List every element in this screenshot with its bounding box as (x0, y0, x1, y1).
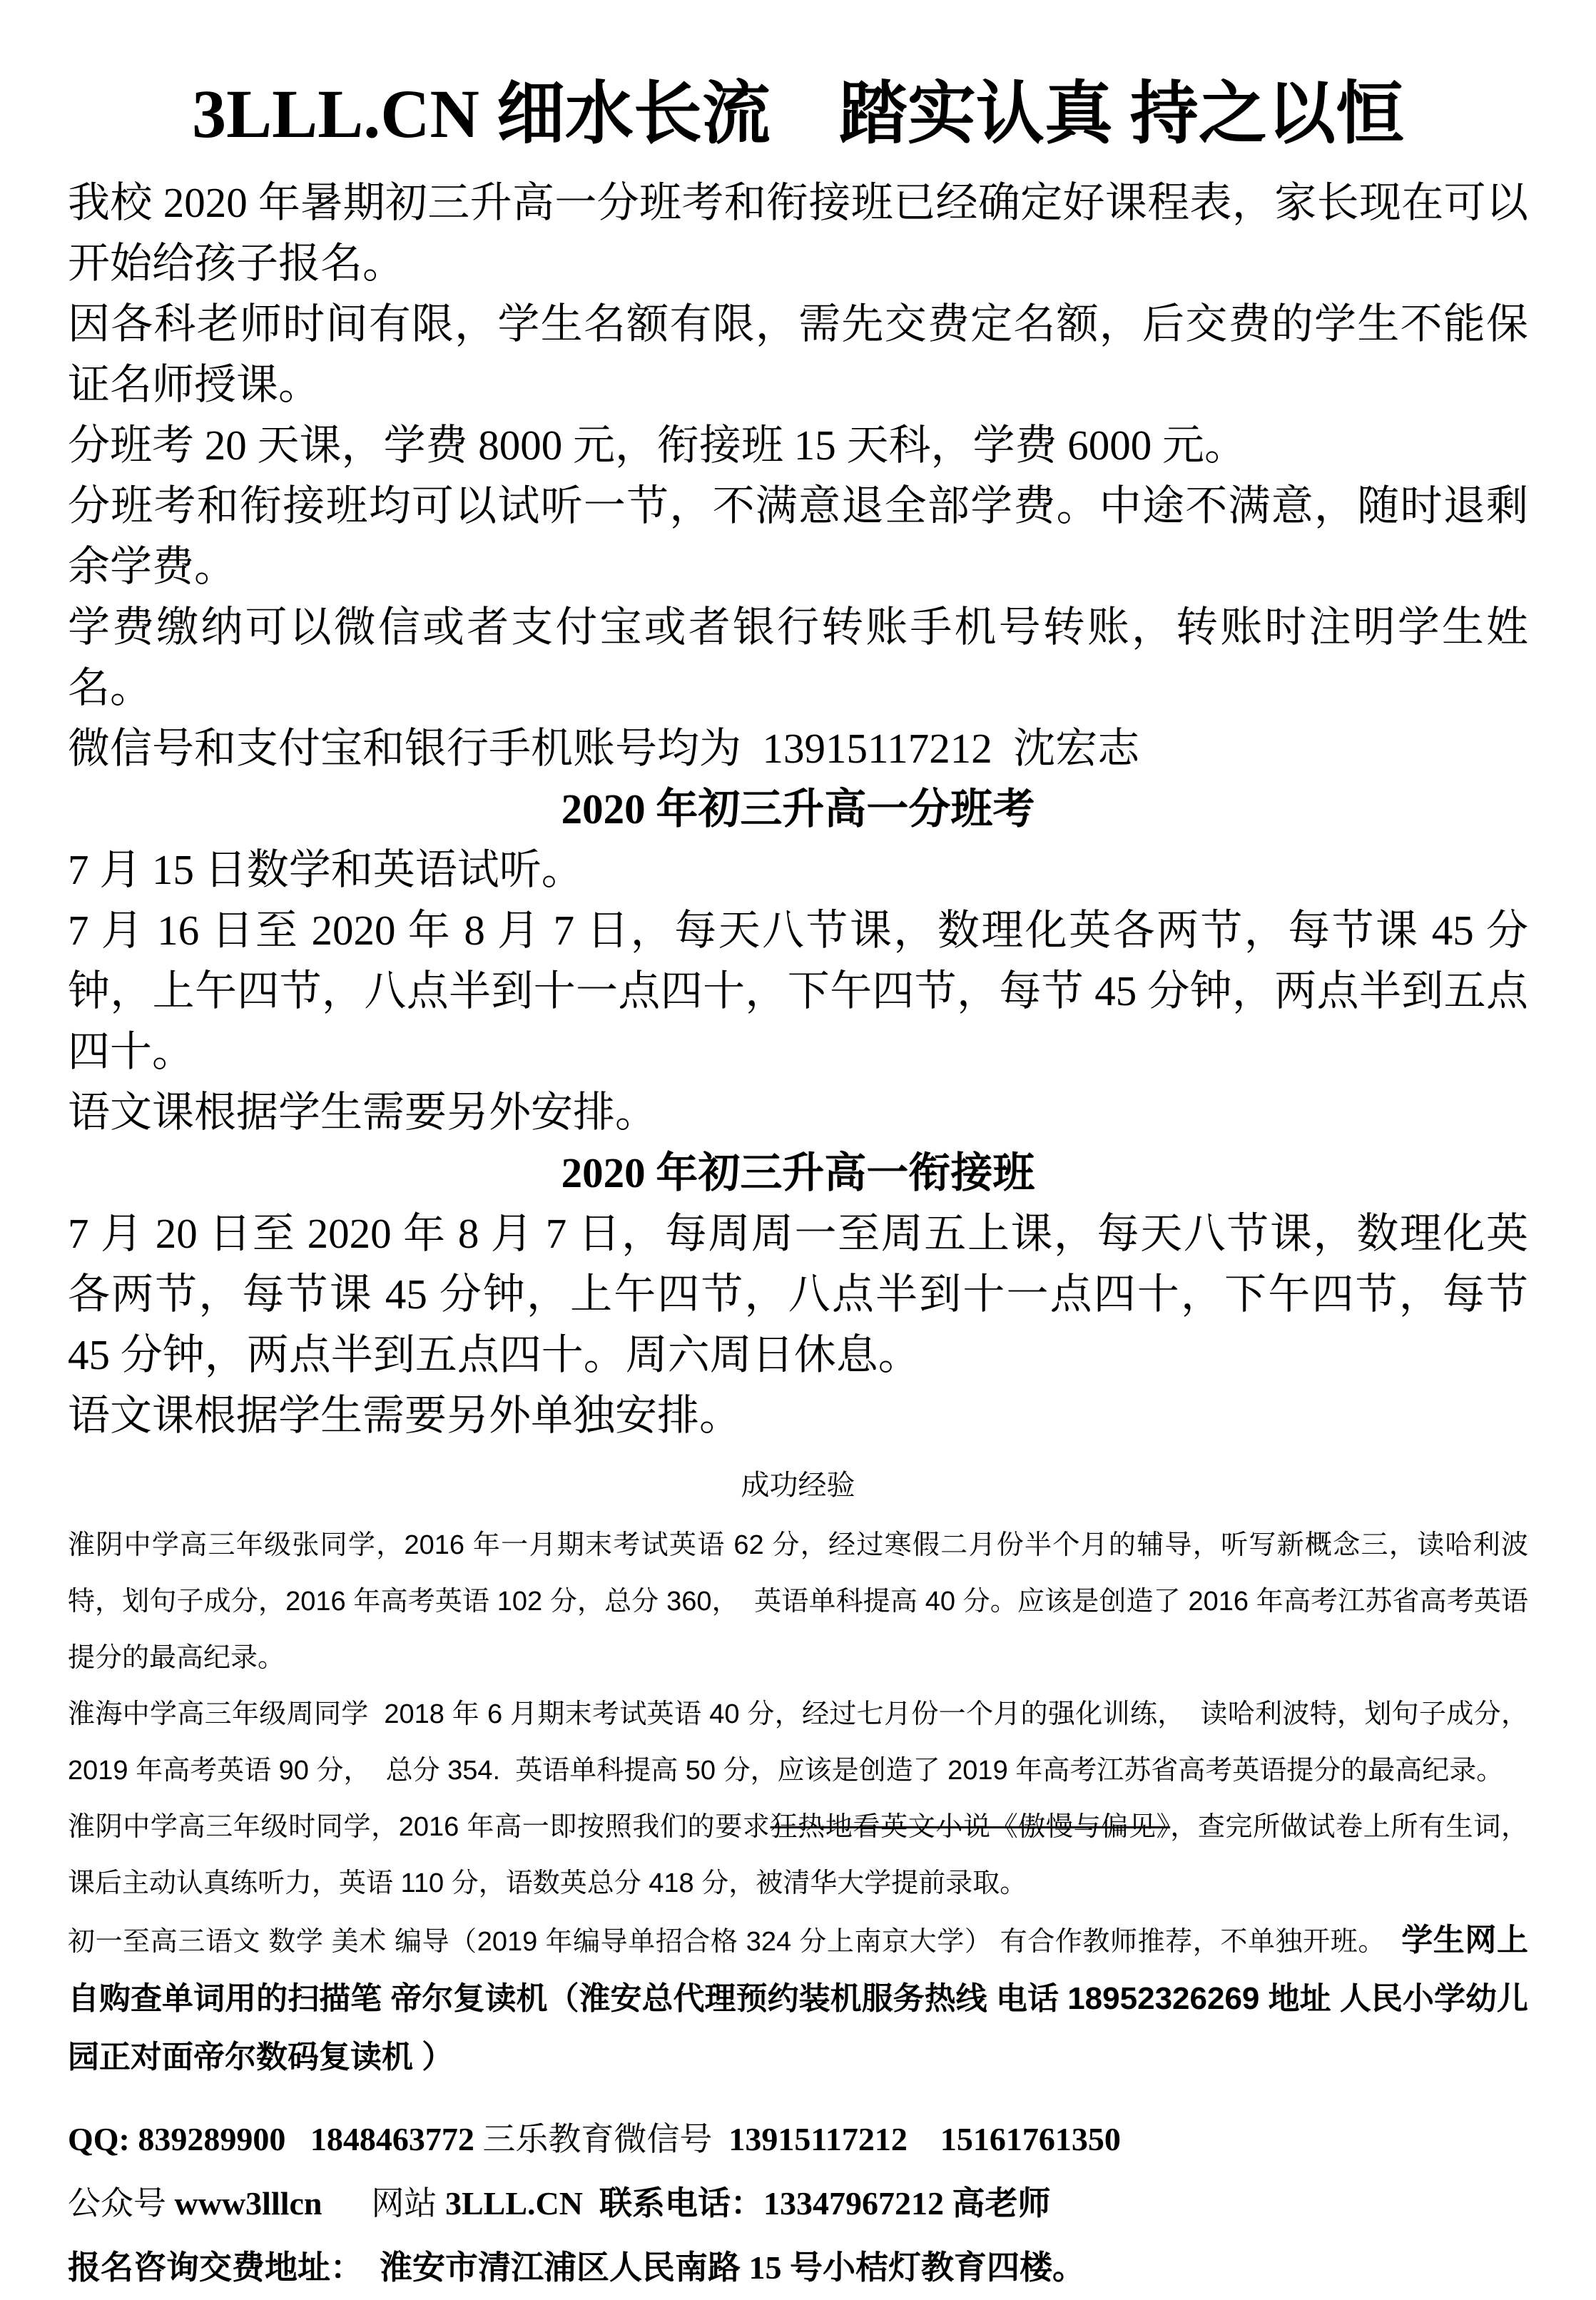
bridge-class-paragraph: 语文课根据学生需要另外单独安排。 (68, 1392, 742, 1439)
phone-contact: 联系电话：13347967212 高老师 (582, 2185, 1051, 2222)
success-section (68, 1463, 1528, 2087)
intro-paragraph: 因各科老师时间有限，学生名额有限，需先交费定名额，后交费的学生不能保证名师授课。 (68, 300, 1528, 408)
official-account-label: 公众号 (68, 2185, 175, 2222)
success-story-shi (68, 1799, 1528, 1912)
intro-paragraph: 微信号和支付宝和银行手机账号均为 13915117212 沈宏志 (68, 725, 1140, 772)
success-story-zhou: 淮海中学高三年级周同学 2018 年 6 月期末考试英语 40 分，经过七月份一个月的强化训练， 读哈利波特，划句子成分，2019 年高考英语 90 分， 总分 354. 英语单科提高 50 分，应该是创造了 2019 年高考江苏省高考英语提分的最高纪录。 (68, 1699, 1528, 1786)
exam-class-heading: 2020 年初三升高一分班考 (561, 785, 1035, 833)
intro-paragraph: 我校 2020 年暑期初三升高一分班考和衔接班已经确定好课程表，家长现在可以开始给孩子报名。 (68, 179, 1528, 287)
exam-class-paragraph: 语文课根据学生需要另外安排。 (68, 1089, 658, 1136)
exam-class-paragraph: 7 月 16 日至 2020 年 8 月 7 日，每天八节课，数理化英各两节，每节课 45 分钟，上午四节，八点半到十一点四十，下午四节，每节 45 分钟，两点半到五点四十。 (68, 907, 1528, 1075)
page-title: 3LLL.CN 细水长流 踏实认真 持之以恒 (192, 76, 1404, 152)
bridge-class-section (68, 1143, 1539, 1446)
intro-section (68, 173, 1528, 779)
qq-numbers: QQ: 839289900 1848463772 (68, 2121, 483, 2157)
contact-section (68, 2107, 1528, 2300)
exam-class-paragraph: 7 月 15 日数学和英语试听。 (68, 846, 584, 893)
website-label: 网站 (322, 2185, 445, 2222)
address-line: 报名咨询交费地址： 淮安市清江浦区人民南路 15 号小桔灯教育四楼。 (68, 2249, 1085, 2286)
intro-paragraph: 学费缴纳可以微信或者支付宝或者银行转账手机号转账，转账时注明学生姓名。 (68, 604, 1528, 711)
success-heading: 成功经验 (741, 1470, 855, 1501)
success-story-zhang: 淮阴中学高三年级张同学，2016 年一月期末考试英语 62 分，经过寒假二月份半个月的辅导，听写新概念三，读哈利波特，划句子成分，2016 年高考英语 102 分，总分 360， 英语单科提高 40 分。应该是创造了 2016 年高考江苏省高考英语提分的最高纪录。 (68, 1530, 1528, 1673)
story-text: ，查完所做试卷上所有生词，课后主动认真练听力，英语 110 分，语数英总分 418 分，被清华大学提前录取。 (68, 1812, 1528, 1898)
website-url: 3LLL.CN (445, 2185, 583, 2222)
official-account-id: www3lllcn (174, 2185, 322, 2222)
intro-paragraph: 分班考和衔接班均可以试听一节，不满意退全部学费。中途不满意，随时退剩余学费。 (68, 482, 1528, 590)
bridge-class-heading: 2020 年初三升高一衔接班 (561, 1149, 1035, 1196)
qq-contact-line (68, 2107, 1528, 2172)
intro-paragraph: 分班考 20 天课，学费 8000 元，衔接班 15 天科，学费 6000 元。 (68, 422, 1247, 469)
web-contact-line (68, 2172, 1528, 2236)
wechat-numbers: 13915117212 15161761350 (712, 2121, 1121, 2157)
story-text: 淮阴中学高三年级时同学，2016 年高一即按照我们的要求 (68, 1812, 771, 1842)
scanner-pen-notice: 学生网上自购查单词用的扫描笔 帝尔复读机（淮安总代理预约装机服务热线 电话 18952326269 地址 人民小学幼儿园正对面帝尔数码复读机 ） (68, 1923, 1528, 2075)
wechat-label: 三乐教育微信号 (482, 2121, 713, 2157)
bridge-class-paragraph: 7 月 20 日至 2020 年 8 月 7 日，每周周一至周五上课，每天八节课，数理化英各两节，每节课 45 分钟，上午四节，八点半到十一点四十，下午四节，每节 45 分钟，两点半到五点四十。周六周日休息。 (68, 1210, 1539, 1378)
course-offerings (68, 1912, 1528, 2087)
course-list-text: 初一至高三语文 数学 美术 编导（2019 年编导单招合格 324 分上南京大学） 有合作教师推荐，不单独开班。 (68, 1927, 1402, 1957)
struck-text: 狂热地看英文小说《傲慢与偏见》 (770, 1812, 1171, 1842)
exam-class-section (68, 779, 1528, 1143)
